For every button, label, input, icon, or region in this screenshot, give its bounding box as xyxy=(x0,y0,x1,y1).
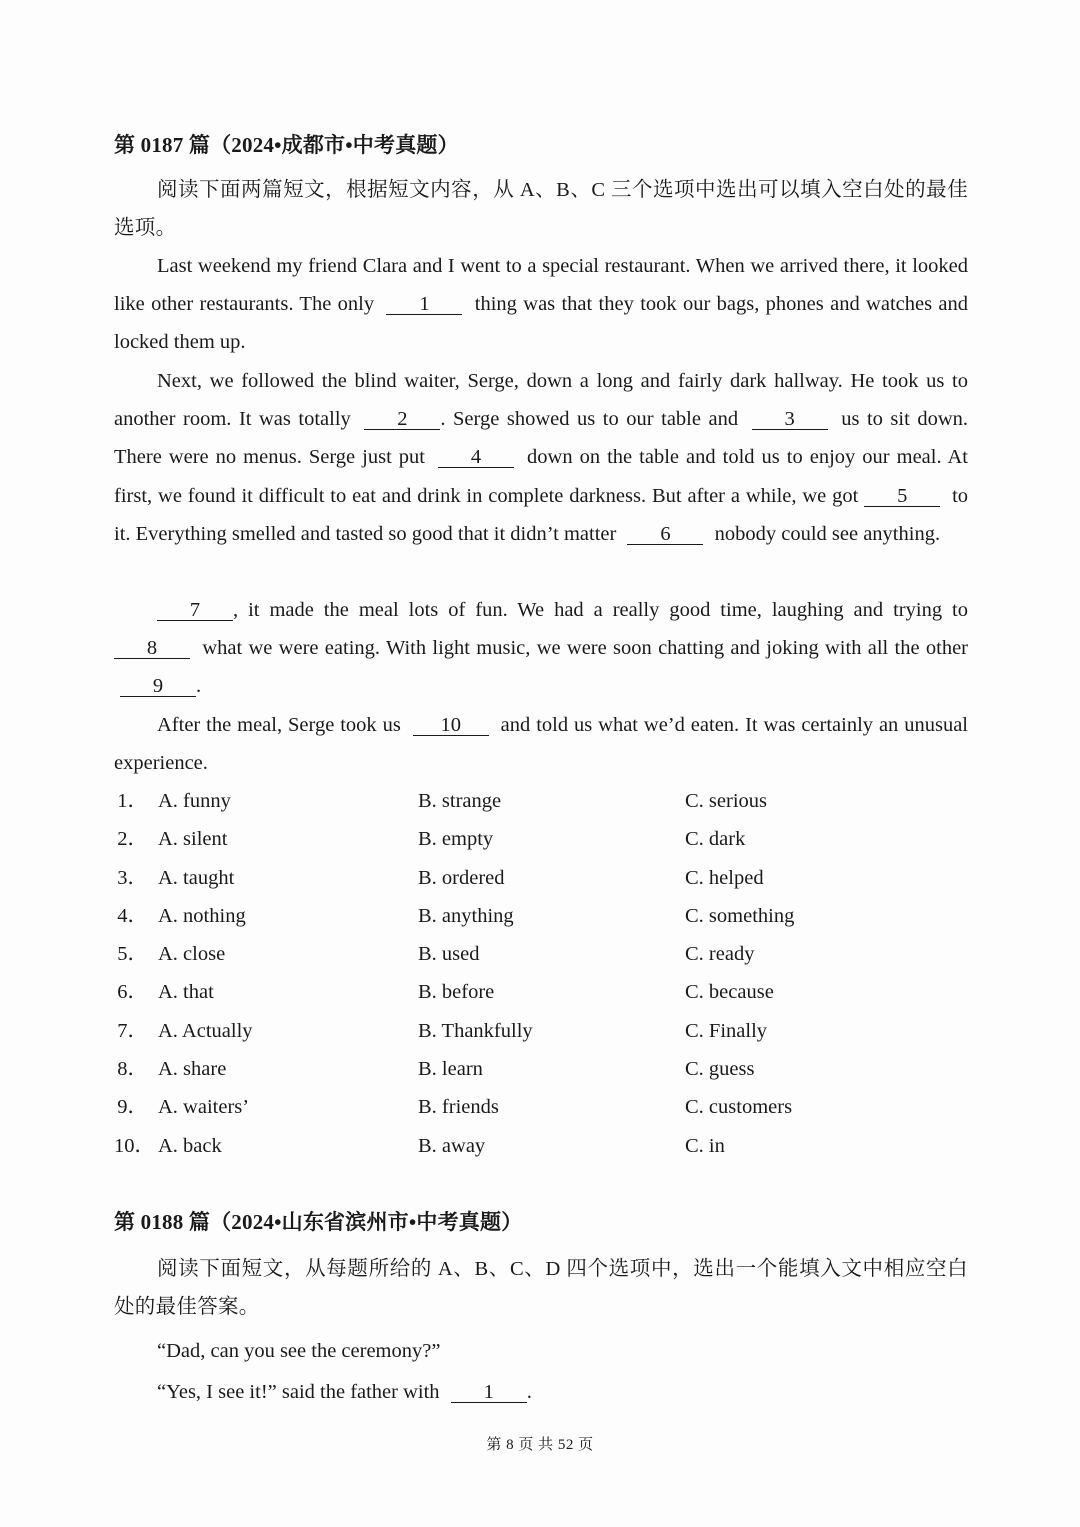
option-b: B. anything xyxy=(418,904,514,927)
blank-5: 5 xyxy=(864,486,940,507)
option-b: B. Thankfully xyxy=(418,1019,533,1042)
option-b: B. before xyxy=(418,981,495,1004)
text-span: , it made the meal lots of fun. We had a really good time, laughing and trying to xyxy=(233,599,968,621)
text-span: . Serge showed us to our table and xyxy=(440,408,739,431)
option-b: B. empty xyxy=(418,828,494,851)
question-number: 6． xyxy=(117,981,148,1004)
option-a: A. silent xyxy=(158,828,228,851)
option-c: C. something xyxy=(685,904,795,927)
blank-7: 7 xyxy=(157,600,233,621)
option-c: C. dark xyxy=(685,828,746,851)
option-a: A. Actually xyxy=(158,1019,253,1042)
paragraph-2 xyxy=(114,362,968,553)
blank-9: 9 xyxy=(120,676,196,697)
option-row xyxy=(114,1012,974,1050)
blank-1: 1 xyxy=(386,294,462,315)
option-c: C. helped xyxy=(685,866,764,889)
option-c: C. because xyxy=(685,981,774,1004)
option-a: A. share xyxy=(158,1058,227,1081)
page-footer: 第 8 页 共 52 页 xyxy=(486,1437,594,1453)
option-a: A. that xyxy=(158,981,214,1004)
question-number: 9． xyxy=(117,1096,148,1119)
question-number: 5． xyxy=(117,943,148,966)
option-b: B. away xyxy=(418,1134,486,1157)
option-a: A. waiters’ xyxy=(158,1096,250,1119)
text-span: Next, we followed the blind waiter, Serge, down a long and fairly dark hallway. He took us to another room. It was totally xyxy=(114,370,968,431)
blank-10: 10 xyxy=(413,715,489,736)
option-c: C. serious xyxy=(685,790,767,812)
option-b: B. ordered xyxy=(418,866,505,889)
option-row xyxy=(114,1127,974,1165)
text-span: and told us what we’d eaten. It was certainly an unusual experience. xyxy=(114,714,968,775)
option-a: A. nothing xyxy=(158,904,246,927)
question-number: 2． xyxy=(117,828,148,851)
option-row xyxy=(114,1088,974,1126)
option-row xyxy=(114,782,974,820)
text-span: thing was that they took our bags, phones and watches and locked them up. xyxy=(114,293,968,354)
text-span: us to sit down. There were no menus. Serge just put xyxy=(114,408,969,469)
text-span: down on the table and told us to enjoy our meal. At first, we found it difficult to eat and drink in complete darkness. But after a while, we got xyxy=(114,446,968,507)
option-b: B. learn xyxy=(418,1058,483,1081)
option-row xyxy=(114,1050,974,1088)
instructions-text: 阅读下面两篇短文，根据短文内容，从 A、B、C 三个选项中选出可以填入空白处的最佳选项。 xyxy=(114,179,968,239)
blank-1-passage2: 1 xyxy=(451,1382,527,1403)
question-number: 4． xyxy=(117,904,148,927)
question-number: 8． xyxy=(117,1058,148,1081)
dialogue-line-2 xyxy=(114,1373,968,1411)
option-row xyxy=(114,897,974,935)
blank-8: 8 xyxy=(114,638,190,659)
text-span: After the meal, Serge took us xyxy=(157,714,401,736)
paragraph-1 xyxy=(114,247,968,362)
text-span: nobody could see anything. xyxy=(714,522,941,545)
paragraph-3 xyxy=(114,591,968,706)
option-a: A. back xyxy=(158,1134,222,1157)
paragraph-4 xyxy=(114,706,968,782)
option-b: B. used xyxy=(418,943,480,966)
text-span: . xyxy=(526,1381,532,1403)
option-row xyxy=(114,935,974,973)
question-number: 10． xyxy=(114,1134,155,1157)
option-a: A. close xyxy=(158,943,226,966)
blank-2: 2 xyxy=(364,409,440,430)
option-c: C. ready xyxy=(685,943,755,966)
option-row xyxy=(114,820,974,858)
text-span: “Yes, I see it!” said the father with xyxy=(157,1381,440,1403)
option-row xyxy=(114,859,974,897)
text-span: . xyxy=(196,675,202,698)
question-number: 3． xyxy=(117,866,148,889)
text-span: what we were eating. With light music, we were soon chatting and joking with all the other xyxy=(202,637,969,660)
option-b: B. strange xyxy=(418,790,502,812)
blank-4: 4 xyxy=(438,447,514,468)
option-a: A. funny xyxy=(158,790,231,812)
passage-heading: 第 0187 篇（2024•成都市•中考真题） xyxy=(114,133,459,157)
dialogue-line-1: “Dad, can you see the ceremony?” xyxy=(157,1340,441,1362)
question-number: 1． xyxy=(117,790,148,812)
option-c: C. guess xyxy=(685,1058,755,1081)
text-span: to it. Everything smelled and tasted so good that it didn’t matter xyxy=(114,484,969,545)
option-b: B. friends xyxy=(418,1096,499,1119)
option-c: C. Finally xyxy=(685,1019,768,1042)
question-number: 7． xyxy=(117,1019,148,1042)
option-c: C. customers xyxy=(685,1096,793,1119)
text-span: Last weekend my friend Clara and I went to a special restaurant. When we arrived there, it looked like other restaurants. The only xyxy=(114,255,968,316)
blank-3: 3 xyxy=(752,409,828,430)
passage-heading-2: 第 0188 篇（2024•山东省滨州市•中考真题） xyxy=(114,1210,523,1234)
answer-options xyxy=(114,782,974,1165)
option-a: A. taught xyxy=(158,866,235,889)
blank-6: 6 xyxy=(627,524,703,545)
option-c: C. in xyxy=(685,1134,725,1157)
instructions-text-2: 阅读下面短文，从每题所给的 A、B、C、D 四个选项中，选出一个能填入文中相应空白处的最佳答案。 xyxy=(114,1258,968,1318)
option-row xyxy=(114,973,974,1011)
